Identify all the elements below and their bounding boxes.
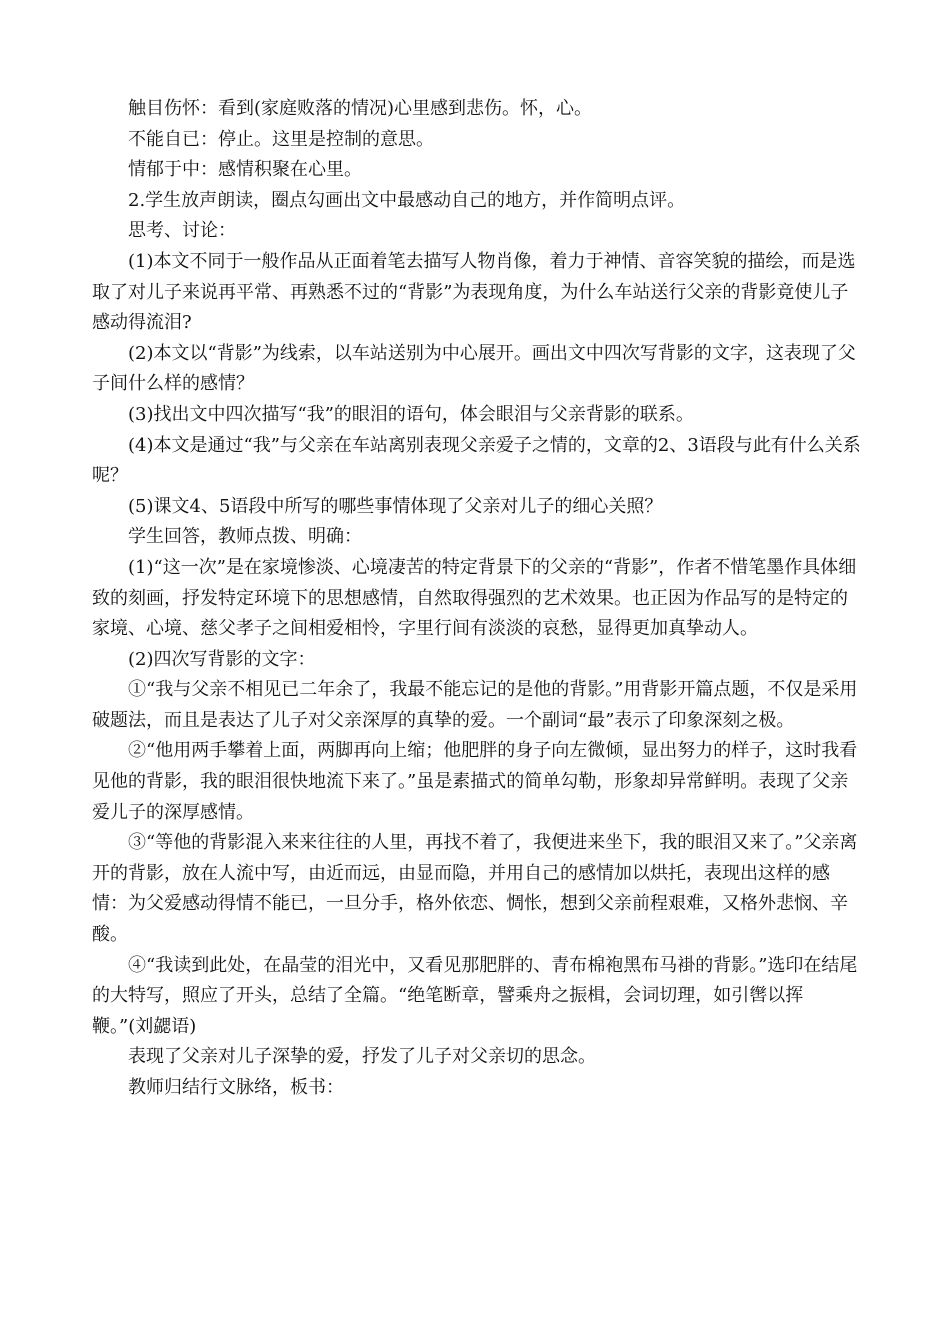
paragraph-backview-2: ②“他用两手攀着上面，两脚再向上缩；他肥胖的身子向左微倾，显出努力的样子，这时我看见他的背影，我的眼泪很快地流下来了。”虽是素描式的简单勾勒，形象却异常鲜明。表现了父亲爱儿子的深厚感情。 — [92, 740, 858, 823]
paragraph-gloss-chumu: 触目伤怀：看到(家庭败落的情况)心里感到悲伤。怀，心。 — [128, 98, 593, 119]
paragraph-gloss-qingyu: 情郁于中：感情积聚在心里。 — [128, 159, 362, 181]
paragraph-discussion-heading: 思考、讨论： — [128, 220, 236, 242]
paragraph-question-2: (2)本文以“背影”为线索，以车站送别为中心展开。画出文中四次写背影的文字，这表现了父子间什么样的感情？ — [92, 342, 856, 395]
paragraph-question-4: (4)本文是通过“我”与父亲在车站离别表现父亲爱子之情的，文章的2、3语段与此有什么关系呢？ — [92, 434, 861, 487]
paragraph-backview-4: ④“我读到此处，在晶莹的泪光中，又看见那肥胖的、青布棉袍黑布马褂的背影。”选印在结尾的大特写，照应了开头，总结了全篇。“绝笔断章，譬乘舟之振楫，会词切理，如引辔以挥鞭。”(刘勰语) — [92, 954, 858, 1037]
paragraph-reading-task: 2.学生放声朗读，圈点勾画出文中最感动自己的地方，并作简明点评。 — [128, 189, 686, 211]
paragraph-question-3: (3)找出文中四次描写“我”的眼泪的语句，体会眼泪与父亲背影的联系。 — [128, 403, 694, 425]
paragraph-gloss-buneng: 不能自已：停止。这里是控制的意思。 — [128, 128, 434, 150]
paragraph-answer-heading: 学生回答，教师点拨、明确： — [128, 526, 362, 548]
paragraph-board-writing: 教师归结行文脉络，板书： — [128, 1077, 344, 1098]
paragraph-backview-1: ①“我与父亲不相见已二年余了，我最不能忘记的是他的背影。”用背影开篇点题，不仅是采用破题法，而且是表达了儿子对父亲深厚的真挚的爱。一个副词“最”表示了印象深刻之极。 — [92, 679, 858, 731]
paragraph-question-5: (5)课文4、5语段中所写的哪些事情体现了父亲对儿子的细心关照？ — [128, 495, 663, 517]
paragraph-question-1: (1)本文不同于一般作品从正面着笔去描写人物肖像，着力于神情、音容笑貌的描绘，而是选取了对儿子来说再平常、再熟悉不过的“背影”为表现角度，为什么车站送行父亲的背影竟使儿子感动得流泪? — [92, 250, 856, 334]
paragraph-answer-1: (1)“这一次”是在家境惨淡、心境凄苦的特定背景下的父亲的“背影”，作者不惜笔墨作具体细致的刻画，抒发特定环境下的思想感情，自然取得强烈的艺术效果。也正因为作品写的是特定的家境、心境、慈父孝子之间相爱相怜，字里行间有淡淡的哀愁，显得更加真挚动人。 — [92, 556, 857, 640]
paragraph-answer-2-heading: (2)四次写背影的文字： — [128, 648, 316, 670]
document-body — [92, 94, 862, 1104]
paragraph-backview-3: ③“等他的背影混入来来往往的人里，再找不着了，我便进来坐下，我的眼泪又来了。”父亲离开的背影，放在人流中写，由近而远，由显而隐，并用自己的感情加以烘托，表现出这样的感情：为父爱感动得情不能已，一旦分手，格外依恋、惆怅，想到父亲前程艰难，又格外悲悯、辛酸。 — [92, 832, 858, 946]
paragraph-summary: 表现了父亲对儿子深挚的爱，抒发了儿子对父亲切的思念。 — [128, 1046, 596, 1068]
